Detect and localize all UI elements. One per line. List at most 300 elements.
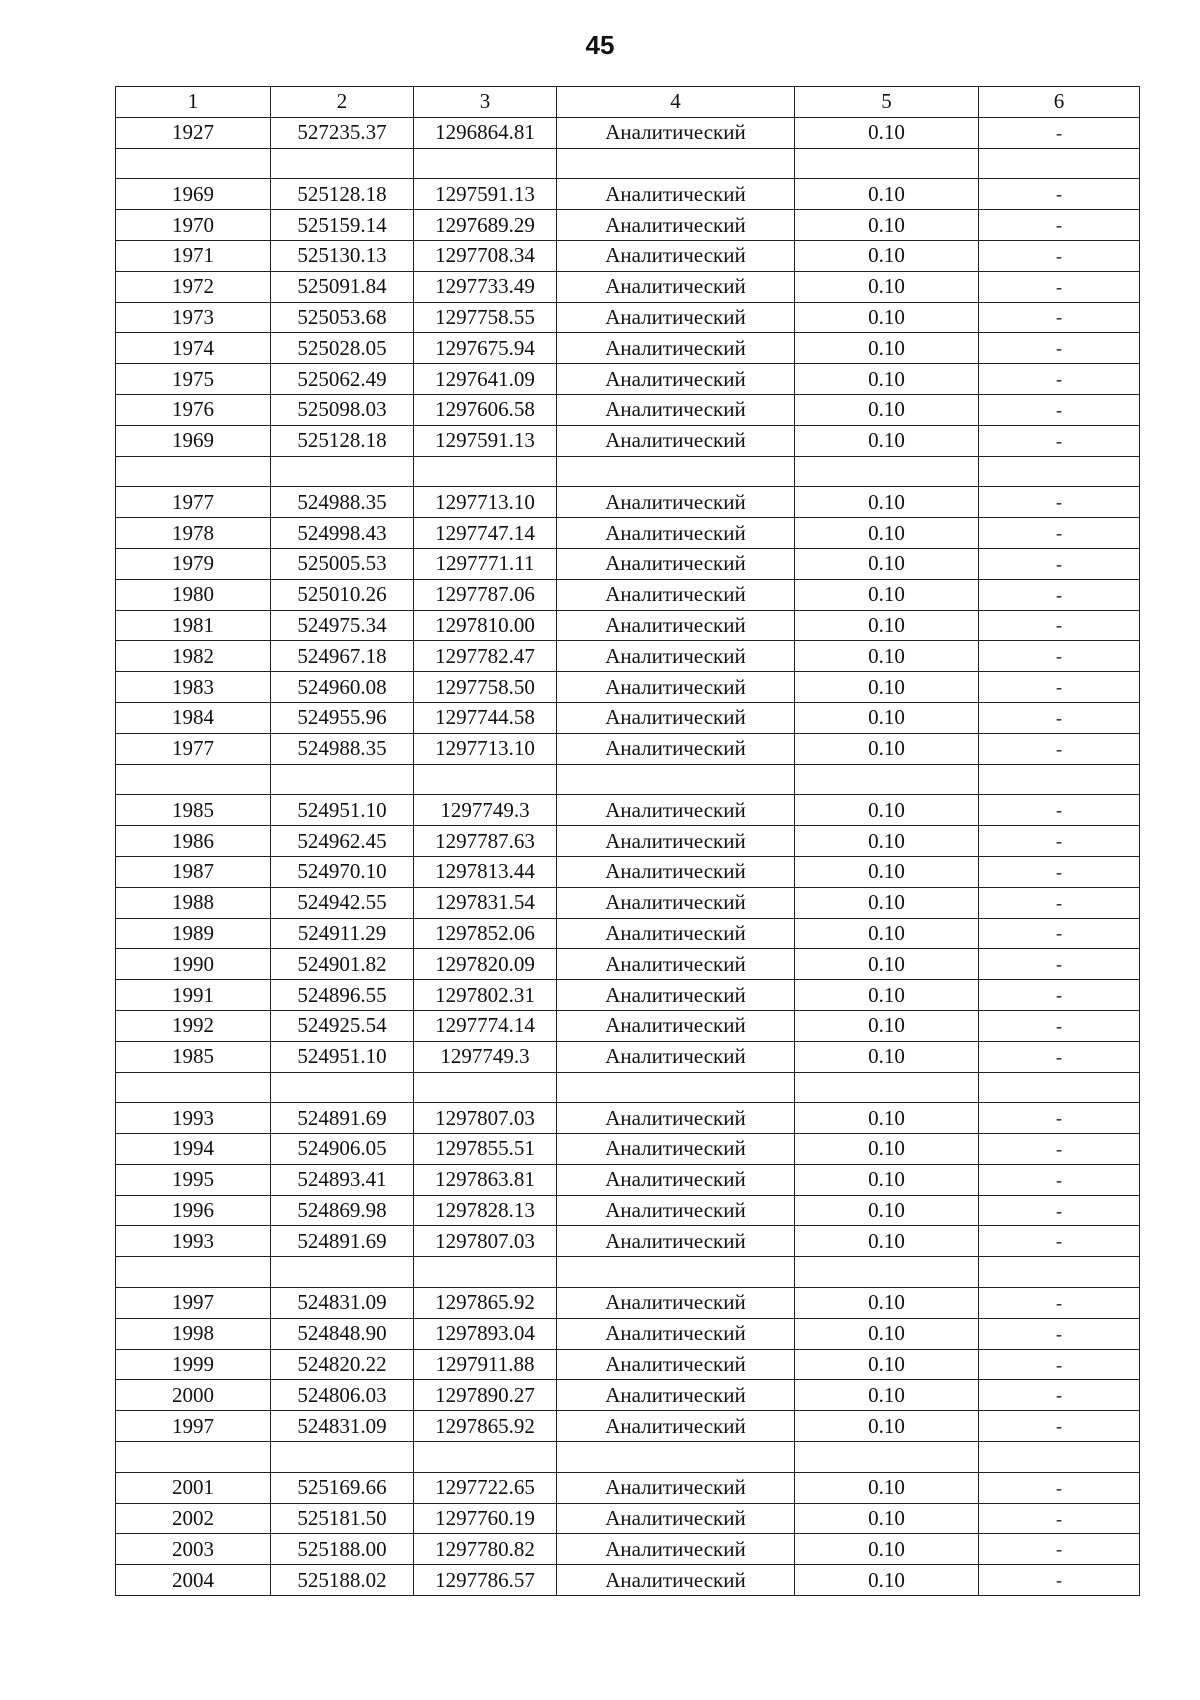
table-cell-col4: Аналитический [557,210,795,241]
table-cell-col4: Аналитический [557,1534,795,1565]
table-cell-col2 [271,1442,414,1473]
table-cell-col4: Аналитический [557,302,795,333]
table-cell-col5: 0.10 [795,856,979,887]
table-cell-col2: 525005.53 [271,548,414,579]
table-cell-col2: 524893.41 [271,1164,414,1195]
table-cell-col2: 525028.05 [271,333,414,364]
table-cell-col6 [979,1442,1140,1473]
table-cell-col4: Аналитический [557,394,795,425]
table-cell-col1 [116,1072,271,1103]
table-cell-col5: 0.10 [795,949,979,980]
table-row [116,1411,1140,1442]
table-cell-col6: - [979,1226,1140,1257]
table-cell-col4: Аналитический [557,1380,795,1411]
table-row [116,240,1140,271]
table-cell-col2: 525188.02 [271,1565,414,1596]
table-cell-col4: Аналитический [557,333,795,364]
table-cell-col1: 2003 [116,1534,271,1565]
table-cell-col2: 524911.29 [271,918,414,949]
table-cell-col3: 1297786.57 [414,1565,557,1596]
table-cell-col4: Аналитический [557,487,795,518]
table-cell-col3: 1297782.47 [414,641,557,672]
table-cell-col6: - [979,610,1140,641]
table-cell-col2: 524960.08 [271,672,414,703]
table-cell-col2: 524831.09 [271,1288,414,1319]
table-cell-col4: Аналитический [557,887,795,918]
table-row [116,302,1140,333]
table-cell-col4: Аналитический [557,1010,795,1041]
table-cell-col4: Аналитический [557,1134,795,1165]
table-row [116,1534,1140,1565]
table-cell-col3: 1297865.92 [414,1288,557,1319]
table-cell-col3: 1297828.13 [414,1195,557,1226]
table-cell-col4: Аналитический [557,579,795,610]
table-cell-col3: 1297813.44 [414,856,557,887]
table-separator-row [116,764,1140,795]
table-cell-col1: 1991 [116,980,271,1011]
table-row [116,1503,1140,1534]
table-cell-col1: 1977 [116,487,271,518]
table-cell-col6: - [979,1565,1140,1596]
table-cell-col1: 1975 [116,364,271,395]
table-cell-col4: Аналитический [557,826,795,857]
table-row [116,641,1140,672]
table-cell-col2: 524848.90 [271,1318,414,1349]
table-row [116,518,1140,549]
table-cell-col1: 1978 [116,518,271,549]
table-cell-col5 [795,456,979,487]
table-cell-col4: Аналитический [557,641,795,672]
table-cell-col4 [557,1072,795,1103]
table-cell-col3: 1297787.63 [414,826,557,857]
table-cell-col1: 1981 [116,610,271,641]
table-cell-col4 [557,148,795,179]
table-cell-col1: 1992 [116,1010,271,1041]
table-separator-row [116,1257,1140,1288]
table-cell-col1: 2002 [116,1503,271,1534]
table-cell-col5: 0.10 [795,518,979,549]
table-cell-col3: 1297641.09 [414,364,557,395]
table-cell-col4 [557,764,795,795]
table-cell-col2: 524942.55 [271,887,414,918]
table-cell-col2: 524896.55 [271,980,414,1011]
table-cell-col6 [979,1257,1140,1288]
table-cell-col3: 1297606.58 [414,394,557,425]
table-cell-col5: 0.10 [795,1380,979,1411]
table-cell-col4: Аналитический [557,271,795,302]
table-cell-col5 [795,1072,979,1103]
table-row [116,548,1140,579]
table-cell-col2: 524951.10 [271,795,414,826]
table-separator-row [116,456,1140,487]
table-cell-col4 [557,1442,795,1473]
table-cell-col1 [116,1442,271,1473]
table-cell-col4: Аналитический [557,364,795,395]
table-cell-col4: Аналитический [557,949,795,980]
column-header-5: 5 [795,87,979,118]
table-cell-col2: 525188.00 [271,1534,414,1565]
table-cell-col5: 0.10 [795,1134,979,1165]
table-cell-col5: 0.10 [795,548,979,579]
table-cell-col6: - [979,425,1140,456]
table-cell-col6: - [979,179,1140,210]
table-row [116,702,1140,733]
table-cell-col6: - [979,733,1140,764]
table-cell-col4: Аналитический [557,425,795,456]
table-cell-col4: Аналитический [557,795,795,826]
table-cell-col5: 0.10 [795,210,979,241]
table-row [116,394,1140,425]
table-cell-col1: 1971 [116,240,271,271]
table-cell-col4: Аналитический [557,1041,795,1072]
table-cell-col1: 2004 [116,1565,271,1596]
table-cell-col3: 1296864.81 [414,117,557,148]
table-cell-col5: 0.10 [795,1195,979,1226]
table-cell-col5: 0.10 [795,1103,979,1134]
table-cell-col4: Аналитический [557,733,795,764]
table-cell-col4: Аналитический [557,1288,795,1319]
table-cell-col3: 1297820.09 [414,949,557,980]
table-row [116,1472,1140,1503]
table-cell-col6: - [979,949,1140,980]
table-row [116,1226,1140,1257]
table-cell-col3: 1297855.51 [414,1134,557,1165]
table-cell-col2: 525159.14 [271,210,414,241]
column-header-6: 6 [979,87,1140,118]
table-cell-col4: Аналитический [557,117,795,148]
table-cell-col3: 1297802.31 [414,980,557,1011]
table-cell-col6 [979,148,1140,179]
table-cell-col4: Аналитический [557,1472,795,1503]
table-cell-col1: 1999 [116,1349,271,1380]
table-cell-col3: 1297749.3 [414,1041,557,1072]
table-cell-col1: 1989 [116,918,271,949]
table-cell-col6: - [979,702,1140,733]
table-cell-col1: 2000 [116,1380,271,1411]
table-cell-col2: 525128.18 [271,425,414,456]
table-cell-col2: 524988.35 [271,487,414,518]
table-row [116,672,1140,703]
table-cell-col1: 1972 [116,271,271,302]
table-cell-col5: 0.10 [795,240,979,271]
table-cell-col2: 524906.05 [271,1134,414,1165]
table-cell-col2: 524820.22 [271,1349,414,1380]
table-cell-col1: 1969 [116,179,271,210]
table-cell-col1: 1995 [116,1164,271,1195]
table-cell-col6 [979,764,1140,795]
table-separator-row [116,148,1140,179]
table-cell-col3: 1297760.19 [414,1503,557,1534]
table-cell-col1: 1997 [116,1288,271,1319]
table-cell-col6: - [979,364,1140,395]
table-cell-col3: 1297713.10 [414,487,557,518]
table-cell-col6: - [979,1195,1140,1226]
table-cell-col2: 524951.10 [271,1041,414,1072]
table-cell-col6: - [979,117,1140,148]
table-cell-col1: 1985 [116,1041,271,1072]
table-cell-col5: 0.10 [795,1041,979,1072]
table-cell-col5: 0.10 [795,733,979,764]
table-cell-col4: Аналитический [557,702,795,733]
table-cell-col3: 1297749.3 [414,795,557,826]
table-cell-col2: 524891.69 [271,1103,414,1134]
table-cell-col5: 0.10 [795,425,979,456]
table-cell-col2: 524955.96 [271,702,414,733]
table-cell-col1: 1986 [116,826,271,857]
table-cell-col3: 1297807.03 [414,1103,557,1134]
table-cell-col6: - [979,1164,1140,1195]
table-row [116,1318,1140,1349]
table-cell-col5: 0.10 [795,394,979,425]
table-row [116,333,1140,364]
table-cell-col4: Аналитический [557,1103,795,1134]
table-cell-col6: - [979,980,1140,1011]
table-cell-col6: - [979,518,1140,549]
table-cell-col2: 525098.03 [271,394,414,425]
table-cell-col5: 0.10 [795,487,979,518]
table-row [116,425,1140,456]
table-cell-col6: - [979,1411,1140,1442]
table-cell-col5: 0.10 [795,702,979,733]
table-cell-col4: Аналитический [557,548,795,579]
table-cell-col6: - [979,826,1140,857]
table-cell-col1: 1987 [116,856,271,887]
table-cell-col5 [795,764,979,795]
table-cell-col6: - [979,1534,1140,1565]
table-cell-col2: 524962.45 [271,826,414,857]
table-row [116,179,1140,210]
table-cell-col2: 524970.10 [271,856,414,887]
table-cell-col4: Аналитический [557,1565,795,1596]
table-cell-col1 [116,456,271,487]
table-cell-col3: 1297774.14 [414,1010,557,1041]
table-cell-col6: - [979,579,1140,610]
table-row [116,1349,1140,1380]
table-cell-col3: 1297708.34 [414,240,557,271]
table-cell-col4: Аналитический [557,1318,795,1349]
table-separator-row [116,1072,1140,1103]
table-cell-col4: Аналитический [557,1164,795,1195]
coordinates-table [115,86,1140,1596]
table-cell-col6: - [979,548,1140,579]
table-cell-col3: 1297758.50 [414,672,557,703]
table-row [116,918,1140,949]
table-cell-col3 [414,456,557,487]
table-cell-col5: 0.10 [795,1534,979,1565]
table-cell-col5: 0.10 [795,887,979,918]
table-cell-col4: Аналитический [557,672,795,703]
table-cell-col1: 1969 [116,425,271,456]
table-cell-col6: - [979,1349,1140,1380]
table-cell-col4: Аналитический [557,610,795,641]
table-cell-col1: 1993 [116,1103,271,1134]
table-cell-col4 [557,1257,795,1288]
table-cell-col6: - [979,1288,1140,1319]
table-cell-col5: 0.10 [795,1318,979,1349]
table-cell-col6: - [979,240,1140,271]
table-cell-col3: 1297787.06 [414,579,557,610]
table-cell-col2 [271,1257,414,1288]
table-cell-col2: 524998.43 [271,518,414,549]
table-row [116,1288,1140,1319]
table-cell-col5: 0.10 [795,1288,979,1319]
table-cell-col6: - [979,887,1140,918]
table-cell-col3: 1297744.58 [414,702,557,733]
table-cell-col5: 0.10 [795,579,979,610]
table-cell-col1: 1996 [116,1195,271,1226]
table-cell-col6: - [979,1041,1140,1072]
table-cell-col1: 1994 [116,1134,271,1165]
table-cell-col5: 0.10 [795,333,979,364]
table-row [116,795,1140,826]
table-cell-col5: 0.10 [795,672,979,703]
table-cell-col4: Аналитический [557,856,795,887]
table-cell-col5: 0.10 [795,980,979,1011]
table-cell-col6: - [979,1318,1140,1349]
table-cell-col5: 0.10 [795,610,979,641]
table-cell-col6: - [979,394,1140,425]
table-cell-col6: - [979,856,1140,887]
table-cell-col2: 525010.26 [271,579,414,610]
table-cell-col3: 1297689.29 [414,210,557,241]
table-cell-col2 [271,1072,414,1103]
table-cell-col3: 1297810.00 [414,610,557,641]
table-cell-col5: 0.10 [795,1349,979,1380]
table-cell-col5: 0.10 [795,302,979,333]
table-cell-col2: 524967.18 [271,641,414,672]
table-cell-col3 [414,764,557,795]
table-cell-col1: 1974 [116,333,271,364]
table-cell-col5: 0.10 [795,1472,979,1503]
table-row [116,980,1140,1011]
table-row [116,117,1140,148]
table-cell-col3: 1297893.04 [414,1318,557,1349]
table-row [116,1103,1140,1134]
table-cell-col1 [116,764,271,795]
table-cell-col1: 1982 [116,641,271,672]
table-cell-col3: 1297675.94 [414,333,557,364]
table-cell-col4: Аналитический [557,1195,795,1226]
table-cell-col2: 525128.18 [271,179,414,210]
table-cell-col2: 525130.13 [271,240,414,271]
table-cell-col5: 0.10 [795,1226,979,1257]
table-cell-col6: - [979,302,1140,333]
table-cell-col6: - [979,795,1140,826]
table-cell-col6: - [979,1134,1140,1165]
table-row [116,856,1140,887]
table-row [116,1010,1140,1041]
table-cell-col3 [414,148,557,179]
table-cell-col6 [979,456,1140,487]
table-cell-col3: 1297747.14 [414,518,557,549]
table-cell-col3: 1297591.13 [414,425,557,456]
table-cell-col3: 1297890.27 [414,1380,557,1411]
table-cell-col1: 1998 [116,1318,271,1349]
table-cell-col4: Аналитический [557,980,795,1011]
table-cell-col6: - [979,1103,1140,1134]
table-cell-col2 [271,456,414,487]
table-cell-col4: Аналитический [557,518,795,549]
table-cell-col3: 1297771.11 [414,548,557,579]
table-row [116,210,1140,241]
table-cell-col6: - [979,271,1140,302]
table-cell-col1: 1927 [116,117,271,148]
table-cell-col6: - [979,918,1140,949]
column-header-2: 2 [271,87,414,118]
table-cell-col6: - [979,1472,1140,1503]
table-cell-col2: 524975.34 [271,610,414,641]
table-cell-col3: 1297852.06 [414,918,557,949]
table-cell-col1: 1980 [116,579,271,610]
column-header-4: 4 [557,87,795,118]
table-cell-col5: 0.10 [795,271,979,302]
table-cell-col2 [271,764,414,795]
table-cell-col2: 524806.03 [271,1380,414,1411]
table-cell-col1 [116,1257,271,1288]
table-cell-col4: Аналитический [557,1411,795,1442]
table-cell-col5 [795,148,979,179]
table-cell-col1: 1973 [116,302,271,333]
table-cell-col3: 1297865.92 [414,1411,557,1442]
table-cell-col1: 1990 [116,949,271,980]
table-cell-col2: 525169.66 [271,1472,414,1503]
table-row [116,949,1140,980]
table-row [116,1195,1140,1226]
table-cell-col3: 1297863.81 [414,1164,557,1195]
table-cell-col1: 1997 [116,1411,271,1442]
table-cell-col6: - [979,333,1140,364]
table-cell-col2: 524901.82 [271,949,414,980]
page-number: 45 [585,30,615,60]
table-cell-col5: 0.10 [795,364,979,395]
table-cell-col2: 525053.68 [271,302,414,333]
table-body [116,87,1140,1596]
table-cell-col5: 0.10 [795,1010,979,1041]
table-cell-col2: 524831.09 [271,1411,414,1442]
table-cell-col3: 1297780.82 [414,1534,557,1565]
column-header-1: 1 [116,87,271,118]
table-row [116,1134,1140,1165]
table-row [116,1041,1140,1072]
table-cell-col6: - [979,1380,1140,1411]
table-cell-col2: 524988.35 [271,733,414,764]
table-row [116,271,1140,302]
table-cell-col4: Аналитический [557,918,795,949]
table-cell-col5: 0.10 [795,1411,979,1442]
table-cell-col2: 525181.50 [271,1503,414,1534]
table-cell-col5: 0.10 [795,1164,979,1195]
table-cell-col6: - [979,641,1140,672]
table-row [116,887,1140,918]
table-cell-col3: 1297591.13 [414,179,557,210]
table-cell-col4: Аналитический [557,1349,795,1380]
table-cell-col2 [271,148,414,179]
table-cell-col1: 1976 [116,394,271,425]
table-cell-col5: 0.10 [795,795,979,826]
table-cell-col5 [795,1442,979,1473]
table-cell-col2: 524925.54 [271,1010,414,1041]
table-row [116,1565,1140,1596]
table-cell-col5: 0.10 [795,1503,979,1534]
table-cell-col1: 2001 [116,1472,271,1503]
table-cell-col2: 527235.37 [271,117,414,148]
table-cell-col4: Аналитический [557,179,795,210]
table-cell-col3 [414,1442,557,1473]
table-cell-col3 [414,1072,557,1103]
table-cell-col5: 0.10 [795,117,979,148]
table-cell-col4: Аналитический [557,1503,795,1534]
table-cell-col1: 1993 [116,1226,271,1257]
